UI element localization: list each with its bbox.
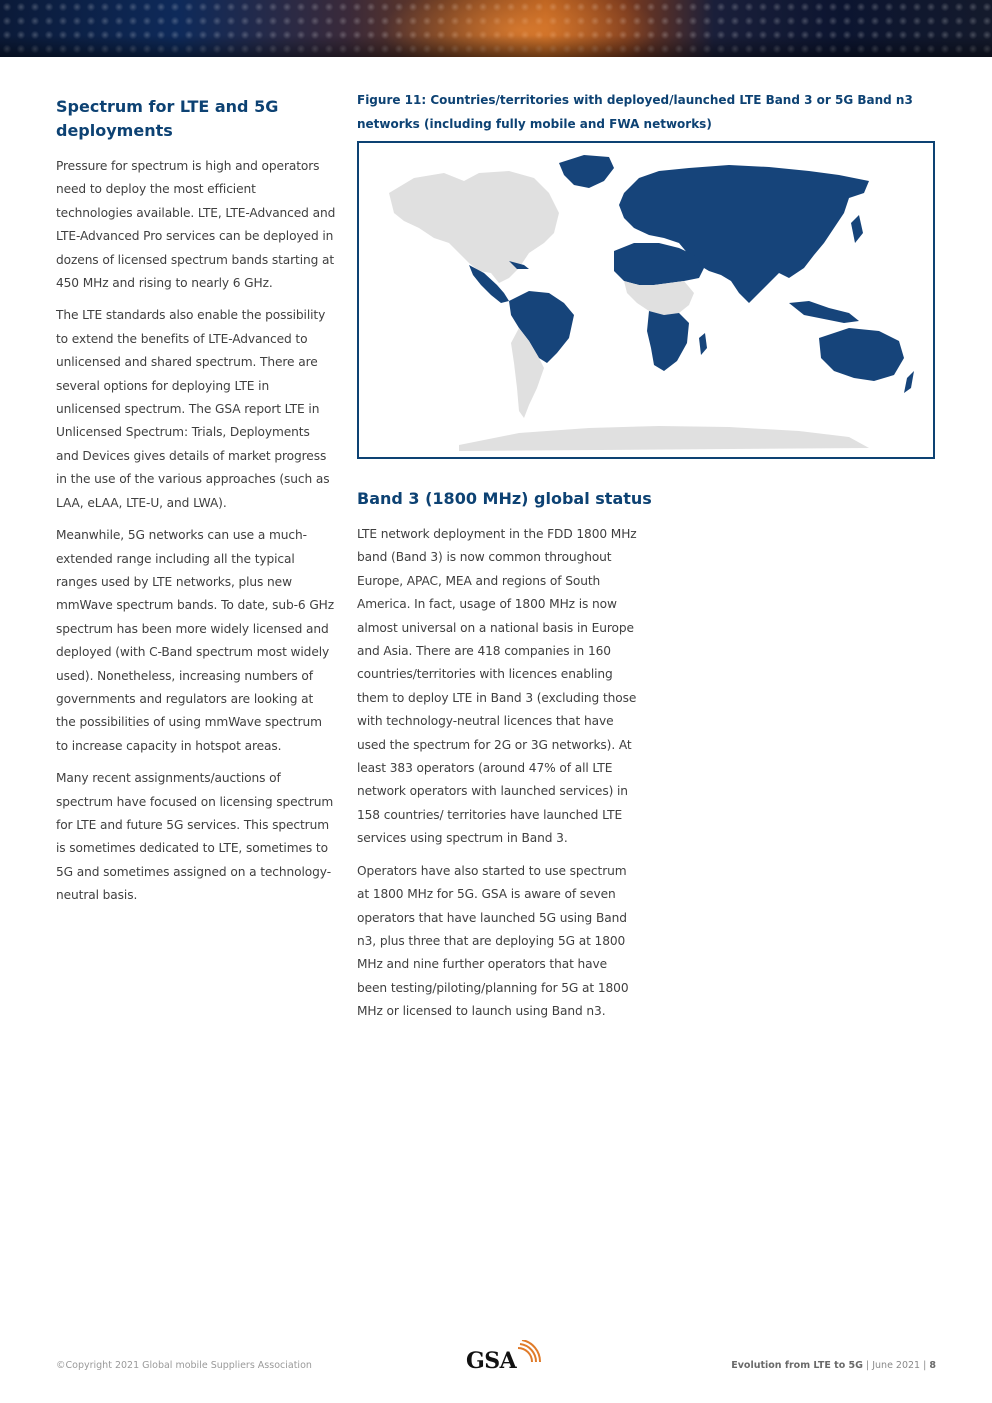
map-japan — [851, 215, 863, 243]
paragraph-4: Many recent assignments/auctions of spectrum have focused on licensing spectrum for LTE and future 5G services. This spectrum is sometimes dedicated to LTE, sometimes to 5G and sometimes assigned on a technology-neutral basis. — [56, 771, 334, 903]
paragraph-3: Meanwhile, 5G networks can use a much-extended range including all the typical ranges used by LTE networks, plus new mmWave spectrum bands. To date, sub-6 GHz spectrum has been more widely licensed and deployed (with C-Band spectrum most widely used). Nonetheless, increasing numbers of governments and regulators are looking at the possibilities of using mmWave spectrum to increase capacity in hotspot areas. — [56, 528, 335, 753]
footer-date: June 2021 — [872, 1360, 921, 1371]
banner-shade — [0, 35, 992, 57]
header-banner — [0, 0, 992, 57]
map-africa-south — [647, 311, 689, 371]
page-footer — [56, 1340, 936, 1380]
footer-doc-info — [731, 1360, 936, 1371]
map-greenland — [559, 155, 614, 188]
map-africa-center — [624, 281, 694, 315]
world-map — [359, 143, 933, 457]
paragraph-2: The LTE standards also enable the possibility to extend the benefits of LTE-Advanced to unlicensed and shared spectrum. There are several options for deploying LTE in unlicensed spectrum. The GSA report LTE in Unlicensed Spectrum: Trials, Deployments and Devices gives details of market progress in the use of the various approaches (such as LAA, eLAA, LTE-U, and LWA). — [56, 308, 330, 510]
footer-doc-title: Evolution from LTE to 5G — [731, 1360, 863, 1371]
map-antarctica — [459, 426, 869, 451]
band3-paragraph-2: Operators have also started to use spectrum at 1800 MHz for 5G. GSA is aware of seven operators that have launched 5G using Band n3, plus three that are deploying 5G at 1800 MHz and nine further operators that have been testing/piloting/planning for 5G at 1800 MHz or licensed to launch using Band n3. — [357, 863, 629, 1019]
map-se-asia — [789, 301, 859, 323]
footer-page-number: 8 — [929, 1360, 936, 1371]
world-map-figure — [357, 141, 935, 459]
gsa-logo — [466, 1340, 546, 1376]
map-australia — [819, 328, 904, 381]
map-north-america — [389, 171, 559, 283]
map-madagascar — [699, 333, 707, 355]
section-title-band3: Band 3 (1800 MHz) global status — [357, 489, 652, 508]
footer-copyright: ©Copyright 2021 Global mobile Suppliers Association — [56, 1360, 312, 1371]
right-column — [357, 88, 937, 1033]
footer-sep-1: | — [865, 1360, 873, 1371]
figure-caption: Figure 11: Countries/territories with deployed/launched LTE Band 3 or 5G Band n3 networks (including fully mobile and FWA networks) — [357, 93, 913, 131]
footer-sep-2: | — [923, 1360, 930, 1371]
band3-paragraph-1: LTE network deployment in the FDD 1800 MHz band (Band 3) is now common throughout Europe, APAC, MEA and regions of South America. In fact, usage of 1800 MHz is now almost universal on a national basis in Europe and Asia. There are 418 companies in 160 countries/territories with licences enabling them to deploy LTE in Band 3 (excluding those with technology-neutral licences that have used the spectrum for 2G or 3G networks). At least 383 operators (around 47% of all LTE network operators with launched services) in 158 countries/ territories have launched LTE services using spectrum in Band 3. — [357, 527, 637, 846]
gsa-logo-arcs-icon — [466, 1340, 546, 1376]
left-column — [56, 95, 336, 917]
section-title-spectrum: Spectrum for LTE and 5G deployments — [56, 97, 279, 140]
paragraph-1: Pressure for spectrum is high and operators need to deploy the most efficient technologies available. LTE, LTE-Advanced and LTE-Advanced Pro services can be deployed in dozens of licensed spectrum bands starting at 450 MHz and rising to nearly 6 GHz. — [56, 159, 336, 291]
band3-section — [357, 487, 652, 1024]
gsa-logo-text: GSA — [466, 1348, 517, 1374]
map-new-zealand — [904, 371, 914, 393]
